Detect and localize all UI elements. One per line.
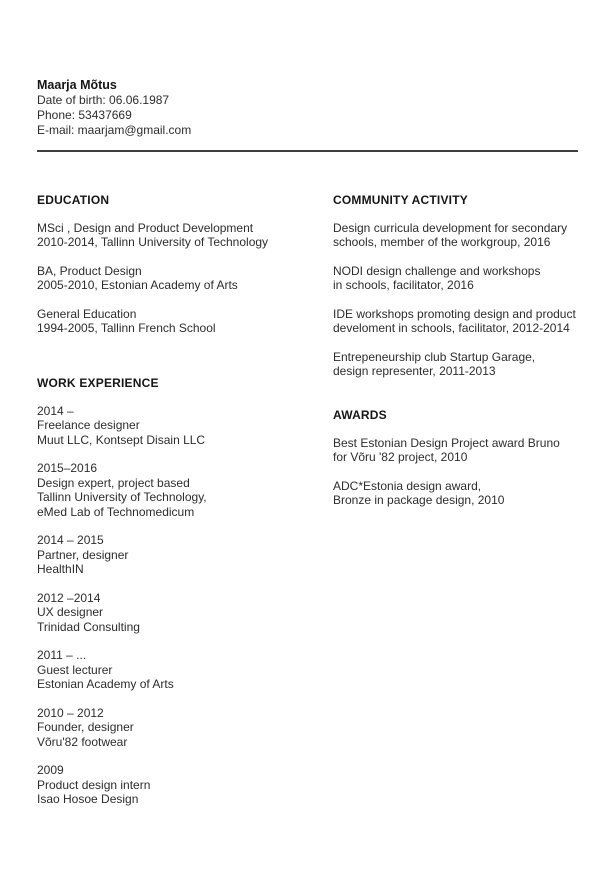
entry-line: Trinidad Consulting <box>37 619 140 634</box>
entry-line: Freelance designer <box>37 418 140 433</box>
entry-line: Isao Hosoe Design <box>37 792 139 807</box>
entry-line: for Võru '82 project, 2010 <box>333 450 468 465</box>
entry-line: NODI design challenge and workshops <box>333 263 541 278</box>
entry <box>333 307 578 336</box>
entry-line: Muut LLC, Kontsept Disain LLC <box>37 432 206 447</box>
entry-line: Product design intern <box>37 777 151 792</box>
person-name: Maarja Mõtus <box>37 78 117 92</box>
entry-line: MSci , Design and Product Development <box>37 220 254 235</box>
section-title: WORK EXPERIENCE <box>37 375 159 390</box>
contact-info <box>37 93 578 139</box>
section-title: AWARDS <box>333 407 387 422</box>
entry-line: 1994-2005, Tallinn French School <box>37 321 216 336</box>
section-awards <box>333 408 578 508</box>
entry-line: HealthIN <box>37 562 84 577</box>
entry-line: eMed Lab of Technomedicum <box>37 504 195 519</box>
entry-line: in schools, facilitator, 2016 <box>333 278 474 293</box>
entry-line: UX designer <box>37 605 104 620</box>
entry <box>37 461 333 519</box>
columns-container <box>37 193 578 821</box>
left-column <box>37 193 333 821</box>
entry-line: develoment in schools, facilitator, 2012-2014 <box>333 321 570 336</box>
entry-line: Founder, designer <box>37 720 134 735</box>
entry <box>37 591 333 635</box>
entry-line: Estonian Academy of Arts <box>37 677 174 692</box>
entry <box>333 436 578 465</box>
entry-line: schools, member of the workgroup, 2016 <box>333 235 551 250</box>
contact-line: Date of birth: 06.06.1987 <box>37 93 170 107</box>
entry-line: IDE workshops promoting design and product <box>333 306 576 321</box>
contact-line: E-mail: maarjam@gmail.com <box>37 123 192 138</box>
entry <box>37 307 333 336</box>
entry-line: Best Estonian Design Project award Bruno <box>333 435 560 450</box>
entry-line: Design curricula development for secondary <box>333 220 568 235</box>
entry-line: design representer, 2011-2013 <box>333 364 496 379</box>
entry-line: General Education <box>37 306 137 321</box>
header-divider <box>37 150 578 152</box>
entry-line: Guest lecturer <box>37 662 113 677</box>
entry <box>37 221 333 250</box>
right-column <box>333 193 578 821</box>
entry-line: 2010-2014, Tallinn University of Technology <box>37 235 269 250</box>
entry <box>37 763 333 807</box>
entry-line: BA, Product Design <box>37 263 142 278</box>
entry-line: 2014 – 2015 <box>37 533 104 548</box>
entry-line: Design expert, project based <box>37 475 190 490</box>
entry-line: 2009 <box>37 763 64 778</box>
entry <box>333 350 578 379</box>
entry <box>333 479 578 508</box>
entry-line: Bronze in package design, 2010 <box>333 493 505 508</box>
section-title: COMMUNITY ACTIVITY <box>333 192 468 207</box>
entry <box>333 221 578 250</box>
section-community-activity <box>333 193 578 379</box>
entry-line: 2012 –2014 <box>37 590 101 605</box>
entry-line: Võru'82 footwear <box>37 734 128 749</box>
entry-line: ADC*Estonia design award, <box>333 478 482 493</box>
entry <box>37 706 333 750</box>
section-work-experience <box>37 376 333 807</box>
entry <box>37 648 333 692</box>
section-title: EDUCATION <box>37 192 110 207</box>
entry-line: Partner, designer <box>37 547 129 562</box>
entry-line: 2011 – ... <box>37 648 87 663</box>
entry-line: Entrepeneurship club Startup Garage, <box>333 349 536 364</box>
entry <box>37 404 333 448</box>
entry-line: 2010 – 2012 <box>37 705 104 720</box>
entry <box>37 533 333 577</box>
section-education <box>37 193 333 336</box>
entry <box>37 264 333 293</box>
entry-line: 2005-2010, Estonian Academy of Arts <box>37 278 238 293</box>
entry-line: 2015–2016 <box>37 461 98 476</box>
entry-line: 2014 – <box>37 403 74 418</box>
entry <box>333 264 578 293</box>
contact-line: Phone: 53437669 <box>37 108 132 123</box>
entry-line: Tallinn University of Technology, <box>37 490 207 505</box>
resume-header <box>37 78 578 139</box>
